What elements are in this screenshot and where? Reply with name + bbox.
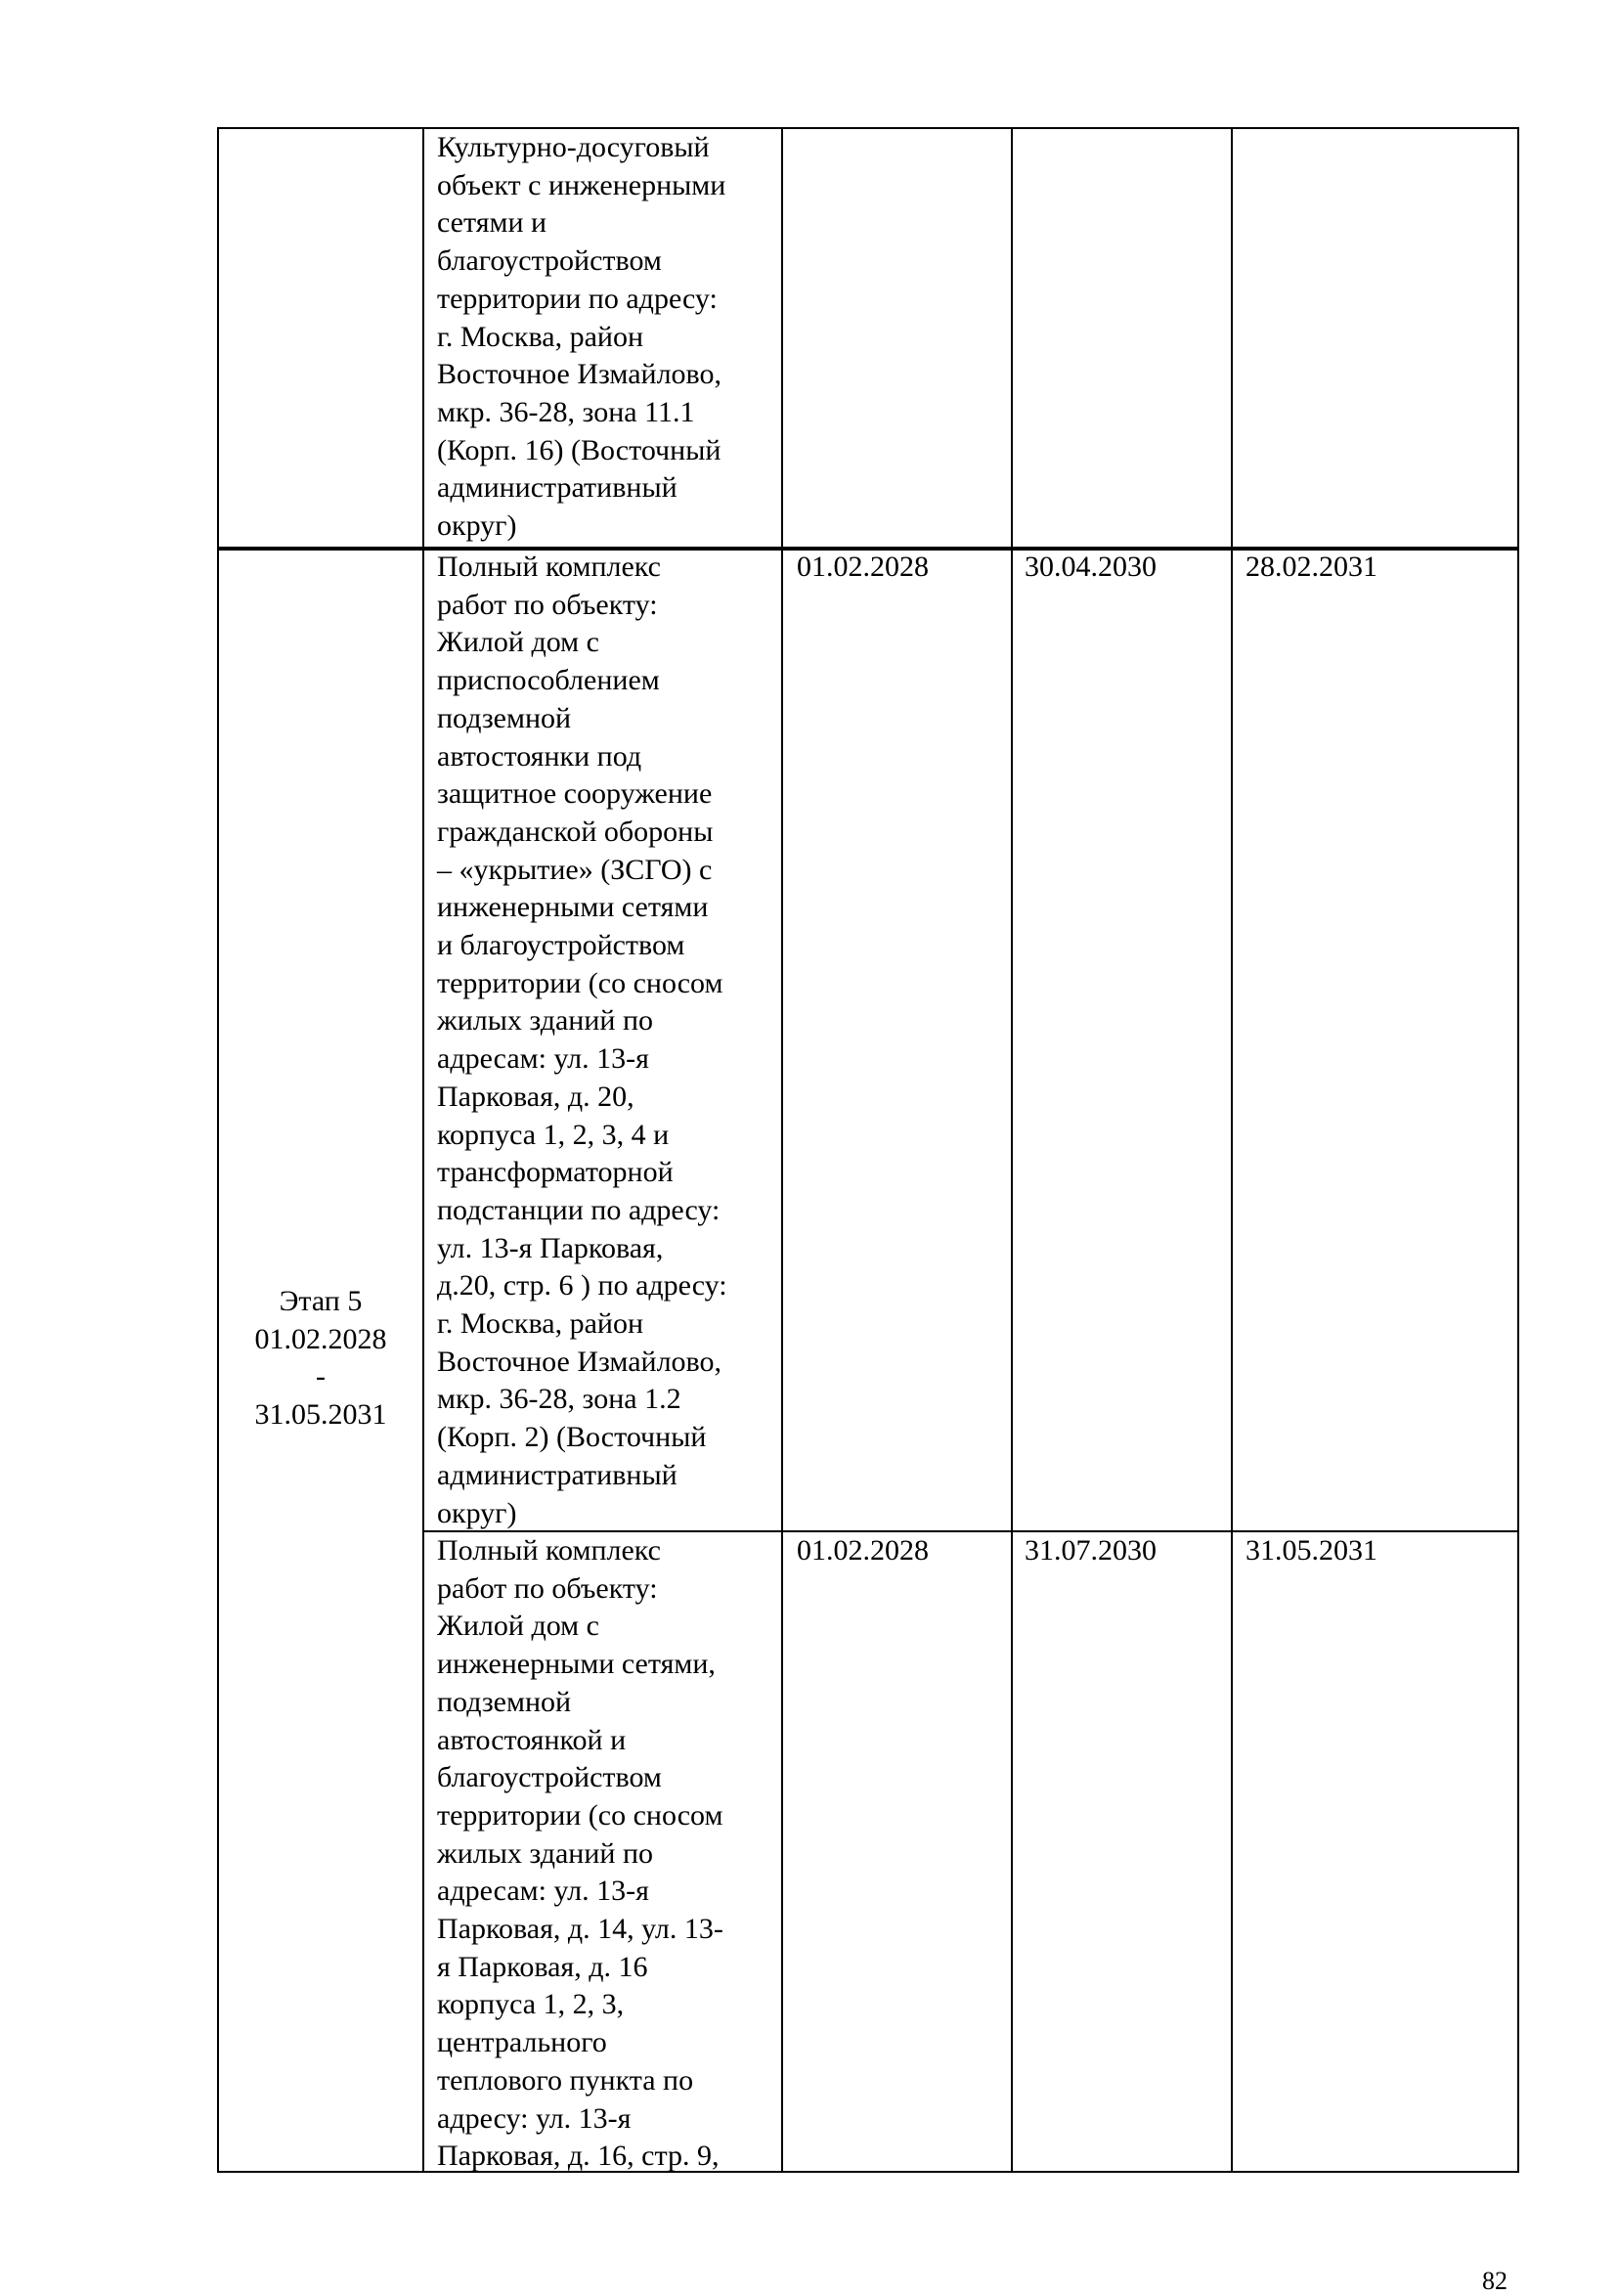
table-border-col3 [781, 127, 783, 2173]
row2-object-cell: Полный комплекс работ по объекту: Жилой дом с приспособлением подземной автостоянки под защитное сооружение гражданской обороны – «укрытие» (ЗСГО) с инженерными сетями и благоустройством территории (со сносом жилых зданий по адресам: ул. 13-я Парковая, д. 20, корпуса 1, 2, 3, 4 и трансформаторной подстанции по адресу: ул. 13-я Парковая, д.20, стр. 6 ) по адресу: г. Москва, район Восточное Измайлово, мкр. 36-28, зона 1.2 (Корп. 2) (Восточный административный округ) [437, 551, 727, 1529]
page-number: 82 [1482, 2267, 1508, 2295]
table-border-right [1517, 127, 1519, 2173]
row1-object-cell: Культурно-досуговый объект с инженерными сетями и благоустройством территории по адресу: г. Москва, район Восточное Измайлово, мкр. 36-28, зона 11.1 (Корп. 16) (Восточный административный округ) [437, 131, 726, 543]
row3-full-end-date: 31.05.2031 [1246, 1534, 1377, 1567]
table-border-col4 [1011, 127, 1013, 2173]
row2-start-date: 01.02.2028 [797, 551, 929, 583]
row2-full-end-date: 28.02.2031 [1246, 551, 1377, 583]
table-border-bottom [217, 2171, 1519, 2173]
row3-construction-end-date: 31.07.2030 [1025, 1534, 1157, 1567]
row3-start-date: 01.02.2028 [797, 1534, 929, 1567]
stage-label: Этап 5 01.02.2028 - 31.05.2031 [254, 1285, 387, 1432]
row2-construction-end-date: 30.04.2030 [1025, 551, 1157, 583]
row3-object-cell: Полный комплекс работ по объекту: Жилой дом с инженерными сетями, подземной автостоянкой и благоустройством территории (со сносом жилых зданий по адресам: ул. 13-я Парковая, д. 14, ул. 13- я Парковая, д. 16 корпуса 1, 2, 3, центрального теплового пункта по адресу: ул. 13-я Парковая, д. 16, стр. 9, [437, 1534, 723, 2173]
table-border-col2 [422, 127, 424, 2173]
table-border-col5 [1231, 127, 1233, 2173]
table-border-top [217, 127, 1519, 129]
table-border-left [217, 127, 219, 2173]
